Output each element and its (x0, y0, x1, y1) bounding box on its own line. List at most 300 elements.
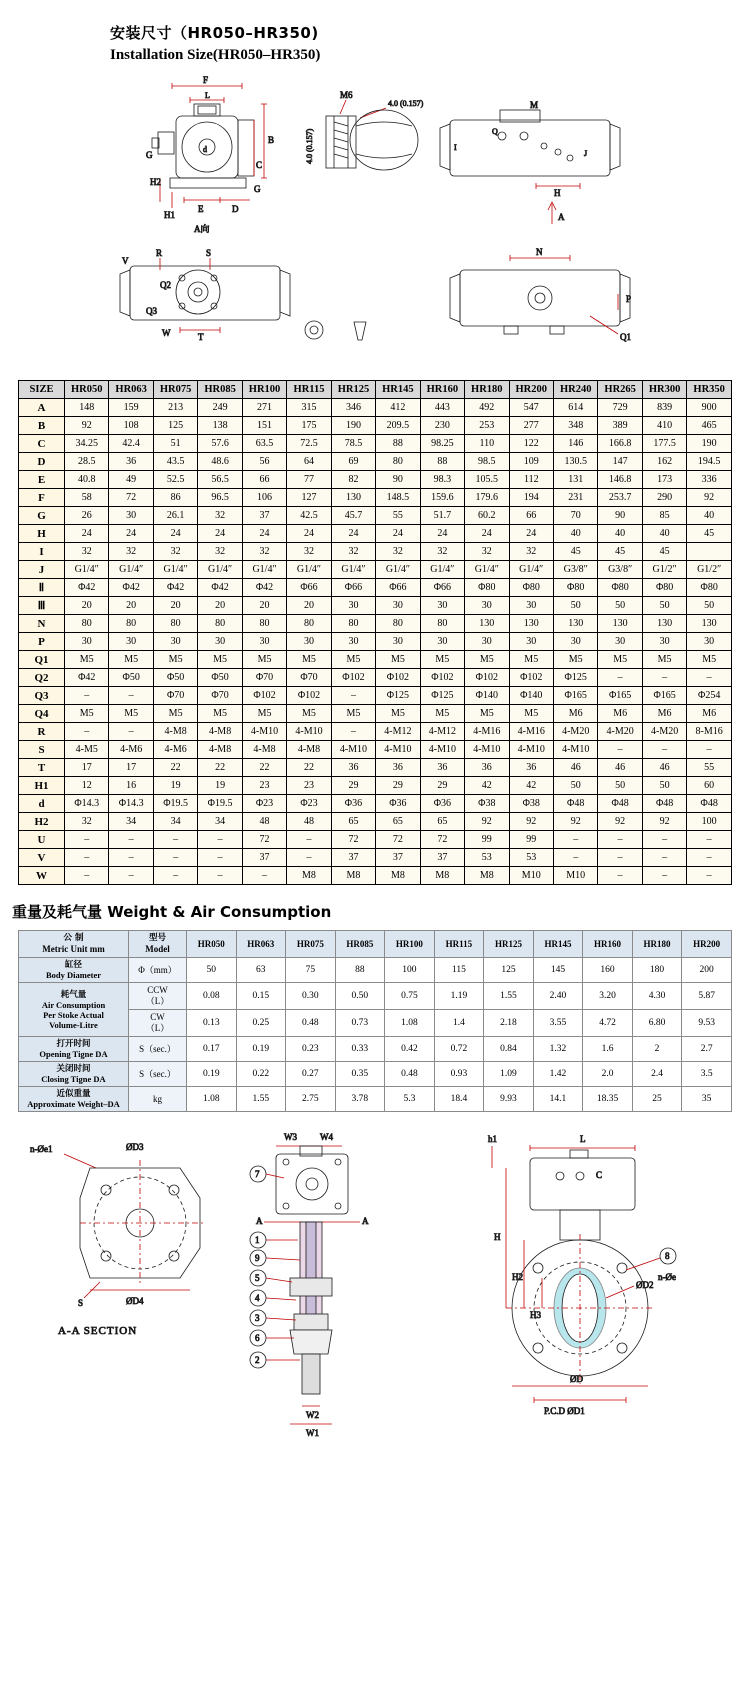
dim-cell: 37 (242, 849, 286, 867)
dim-cell: 30 (420, 597, 464, 615)
dim-cell: – (109, 723, 153, 741)
dim-cell: Φ14.3 (109, 795, 153, 813)
svg-text:C: C (256, 160, 263, 170)
dim-cell: 125 (153, 417, 197, 435)
dim-cell: Φ80 (687, 579, 732, 597)
svg-text:6: 6 (255, 1333, 260, 1343)
dim-col-header: HR265 (598, 381, 642, 399)
dim-cell: 24 (509, 525, 553, 543)
weight-row-label: 关闭时间 Closing Tigne DA (19, 1062, 129, 1087)
svg-text:ØD: ØD (570, 1374, 583, 1384)
dim-cell: M8 (465, 867, 509, 885)
svg-text:M: M (530, 100, 539, 110)
dim-cell: 130 (642, 615, 686, 633)
weight-cell: 0.08 (187, 983, 237, 1010)
dim-cell: 86 (153, 489, 197, 507)
dim-cell: 492 (465, 399, 509, 417)
dim-cell: 20 (287, 597, 331, 615)
dim-cell: 4-M20 (642, 723, 686, 741)
table-row (19, 777, 732, 795)
weight-cell: 125 (484, 958, 534, 983)
dim-cell: – (153, 867, 197, 885)
dim-cell: M8 (376, 867, 420, 885)
weight-cell: 0.30 (286, 983, 336, 1010)
svg-text:W: W (162, 328, 171, 338)
dim-cell: 249 (198, 399, 242, 417)
dim-cell: 37 (242, 507, 286, 525)
table-row (19, 831, 732, 849)
dim-cell: 65 (331, 813, 375, 831)
dim-cell: 30 (109, 507, 153, 525)
dim-row-label: U (19, 831, 65, 849)
table-row (19, 1087, 732, 1112)
svg-text:4: 4 (255, 1293, 260, 1303)
weight-cell: 0.19 (187, 1062, 237, 1087)
dim-cell: 80 (242, 615, 286, 633)
dim-cell: G1/4″ (153, 561, 197, 579)
dim-cell: 30 (598, 633, 642, 651)
dim-cell: 190 (331, 417, 375, 435)
dim-cell: 29 (376, 777, 420, 795)
dim-cell: 4-M10 (376, 741, 420, 759)
dim-cell: 60 (687, 777, 732, 795)
dim-cell: Φ38 (509, 795, 553, 813)
dim-cell: 4-M10 (287, 723, 331, 741)
dim-cell: 271 (242, 399, 286, 417)
dim-cell: 51 (153, 435, 197, 453)
dim-col-header: HR240 (553, 381, 597, 399)
weight-cell: 0.75 (385, 983, 435, 1010)
dim-cell: – (109, 849, 153, 867)
dim-cell: 19 (198, 777, 242, 795)
dim-cell: – (642, 831, 686, 849)
dim-row-label: I (19, 543, 65, 561)
dim-cell: 90 (598, 507, 642, 525)
table-row (19, 543, 732, 561)
dim-cell: 4-M8 (287, 741, 331, 759)
dim-row-label: H (19, 525, 65, 543)
dim-cell: 148 (65, 399, 109, 417)
dim-col-header: HR075 (153, 381, 197, 399)
weight-col-header: HR160 (583, 931, 633, 958)
dim-cell: 36 (331, 759, 375, 777)
dim-row-label: Q1 (19, 651, 65, 669)
dim-cell: 80 (153, 615, 197, 633)
svg-text:Q1: Q1 (620, 332, 631, 342)
dim-cell: 20 (198, 597, 242, 615)
dim-cell: – (198, 867, 242, 885)
dim-cell: 159.6 (420, 489, 464, 507)
dim-cell: Φ38 (465, 795, 509, 813)
dim-cell: 88 (420, 453, 464, 471)
dim-cell: 45.7 (331, 507, 375, 525)
dim-cell: 130 (509, 615, 553, 633)
dim-row-label: J (19, 561, 65, 579)
dim-cell: 110 (465, 435, 509, 453)
dim-cell: 16 (109, 777, 153, 795)
svg-text:H1: H1 (164, 210, 175, 220)
weight-col-header: HR145 (533, 931, 583, 958)
table-row (19, 958, 732, 983)
dim-cell: M6 (642, 705, 686, 723)
weight-cell: 100 (385, 958, 435, 983)
dim-cell: Φ66 (287, 579, 331, 597)
dim-cell: M8 (331, 867, 375, 885)
dim-cell: Φ50 (198, 669, 242, 687)
dim-cell: 24 (109, 525, 153, 543)
dim-cell: 24 (331, 525, 375, 543)
weight-row-unit: kg (129, 1087, 187, 1112)
installation-drawing (0, 70, 750, 380)
weight-col-header: HR180 (632, 931, 682, 958)
dim-cell: 23 (287, 777, 331, 795)
svg-text:L: L (205, 91, 210, 100)
dim-cell: Φ165 (642, 687, 686, 705)
dim-cell: Φ80 (642, 579, 686, 597)
dim-cell: 100 (687, 813, 732, 831)
dim-cell: 85 (642, 507, 686, 525)
dim-cell: 50 (687, 597, 732, 615)
dim-cell: M5 (287, 651, 331, 669)
dim-cell: 29 (331, 777, 375, 795)
dim-row-label: D (19, 453, 65, 471)
dim-cell: Φ70 (242, 669, 286, 687)
weight-col-header: HR100 (385, 931, 435, 958)
dim-row-label: E (19, 471, 65, 489)
dim-cell: Φ70 (287, 669, 331, 687)
svg-text:D: D (232, 204, 239, 214)
dim-row-label: N (19, 615, 65, 633)
dim-cell: 4-M8 (153, 723, 197, 741)
weight-cell: 18.4 (434, 1087, 484, 1112)
dim-cell: – (153, 831, 197, 849)
dim-cell: 32 (109, 543, 153, 561)
dim-cell: 80 (198, 615, 242, 633)
weight-cell: 180 (632, 958, 682, 983)
table-row (19, 453, 732, 471)
weight-table-wrap (0, 930, 750, 1112)
weight-row-unit: CW （L） (129, 1010, 187, 1037)
dim-cell: – (198, 831, 242, 849)
dim-cell: Φ14.3 (65, 795, 109, 813)
dim-cell: – (598, 669, 642, 687)
dim-cell: 12 (65, 777, 109, 795)
weight-cell: 4.72 (583, 1010, 633, 1037)
weight-cell: 160 (583, 958, 633, 983)
dim-cell: 131 (553, 471, 597, 489)
dim-cell: 50 (598, 777, 642, 795)
dim-cell: M10 (553, 867, 597, 885)
dim-cell: Φ140 (465, 687, 509, 705)
svg-text:A向: A向 (194, 224, 210, 234)
dim-cell: M5 (465, 651, 509, 669)
dim-cell: Φ66 (376, 579, 420, 597)
dim-cell: 66 (509, 507, 553, 525)
weight-cell: 1.55 (484, 983, 534, 1010)
weight-cell: 1.4 (434, 1010, 484, 1037)
dim-cell: M5 (242, 651, 286, 669)
weight-cell: 0.22 (236, 1062, 286, 1087)
dim-cell: 32 (465, 543, 509, 561)
weight-section-title: 重量及耗气量 Weight & Air Consumption (12, 903, 332, 921)
dim-cell: 194.5 (687, 453, 732, 471)
dim-cell: 4-M10 (331, 741, 375, 759)
svg-text:R: R (156, 248, 163, 258)
weight-cell: 63 (236, 958, 286, 983)
dim-cell: 213 (153, 399, 197, 417)
dim-cell: 336 (687, 471, 732, 489)
dim-cell: – (331, 687, 375, 705)
dim-row-label: Q4 (19, 705, 65, 723)
dim-cell: – (642, 867, 686, 885)
dim-cell: Φ42 (65, 579, 109, 597)
dim-cell: 80 (420, 615, 464, 633)
dim-cell: – (598, 741, 642, 759)
table-row (19, 687, 732, 705)
dim-cell: 109 (509, 453, 553, 471)
dim-cell: 46 (642, 759, 686, 777)
dim-cell: 32 (65, 543, 109, 561)
weight-cell: 0.48 (286, 1010, 336, 1037)
dim-cell: 65 (376, 813, 420, 831)
dim-cell: 72 (331, 831, 375, 849)
dim-cell: 28.5 (65, 453, 109, 471)
weight-cell: 0.33 (335, 1037, 385, 1062)
dim-cell: 77 (287, 471, 331, 489)
dim-cell: 20 (153, 597, 197, 615)
dim-cell: Φ140 (509, 687, 553, 705)
dim-cell: 19 (153, 777, 197, 795)
weight-cell: 145 (533, 958, 583, 983)
dim-cell: 24 (420, 525, 464, 543)
dim-cell: 36 (465, 759, 509, 777)
dim-cell: G1/4″ (242, 561, 286, 579)
dim-cell: G3/8″ (553, 561, 597, 579)
weight-col-header: HR075 (286, 931, 336, 958)
weight-table (18, 930, 732, 1112)
dim-cell: 99 (465, 831, 509, 849)
dim-cell: G1/2″ (687, 561, 732, 579)
table-row (19, 759, 732, 777)
dim-cell: – (65, 723, 109, 741)
dim-cell: Φ102 (287, 687, 331, 705)
dim-cell: 22 (242, 759, 286, 777)
dim-cell: 614 (553, 399, 597, 417)
dim-cell: M5 (287, 705, 331, 723)
dim-cell: – (331, 723, 375, 741)
dim-cell: 63.5 (242, 435, 286, 453)
dim-cell: Φ70 (153, 687, 197, 705)
dim-cell: 70 (553, 507, 597, 525)
dim-cell: M5 (509, 651, 553, 669)
table-row (19, 597, 732, 615)
svg-text:1: 1 (255, 1235, 260, 1245)
dim-cell: 30 (465, 633, 509, 651)
weight-cell: 0.23 (286, 1037, 336, 1062)
weight-cell: 2.0 (583, 1062, 633, 1087)
dim-cell: – (109, 867, 153, 885)
svg-text:T: T (198, 332, 204, 342)
dim-row-label: Q3 (19, 687, 65, 705)
dim-cell: 40 (598, 525, 642, 543)
dim-cell: 46 (553, 759, 597, 777)
table-row (19, 651, 732, 669)
dim-cell: 42 (509, 777, 553, 795)
svg-text:B: B (268, 135, 275, 145)
dim-cell: 159 (109, 399, 153, 417)
table-row (19, 633, 732, 651)
dim-cell: Φ42 (109, 579, 153, 597)
dim-cell: 108 (109, 417, 153, 435)
dim-cell: Φ102 (465, 669, 509, 687)
weight-col-header: HR085 (335, 931, 385, 958)
weight-cell: 14.1 (533, 1087, 583, 1112)
dim-cell: Φ23 (242, 795, 286, 813)
dim-cell (687, 543, 732, 561)
weight-row-label: 缸径 Body Diameter (19, 958, 129, 983)
dim-cell: Φ50 (109, 669, 153, 687)
weight-cell: 3.20 (583, 983, 633, 1010)
dim-cell: 30 (153, 633, 197, 651)
table-row (19, 741, 732, 759)
dim-row-label: H1 (19, 777, 65, 795)
dim-cell: 4-M6 (153, 741, 197, 759)
dim-cell: Φ36 (376, 795, 420, 813)
dim-cell: 4-M8 (198, 741, 242, 759)
dim-cell: 162 (642, 453, 686, 471)
weight-cell: 35 (682, 1087, 732, 1112)
dim-cell: 50 (553, 597, 597, 615)
dim-cell: Φ254 (687, 687, 732, 705)
dim-cell: 48.6 (198, 453, 242, 471)
table-row (19, 867, 732, 885)
dim-cell: Φ102 (509, 669, 553, 687)
dim-cell: 22 (198, 759, 242, 777)
svg-text:N: N (536, 247, 543, 257)
weight-cell: 3.55 (533, 1010, 583, 1037)
dim-cell: Φ66 (420, 579, 464, 597)
dim-cell: 66 (242, 471, 286, 489)
dim-cell: 64 (287, 453, 331, 471)
dim-cell: 410 (642, 417, 686, 435)
dim-cell: Φ70 (198, 687, 242, 705)
dim-cell: M5 (198, 705, 242, 723)
dim-cell: 36 (109, 453, 153, 471)
dim-cell: 151 (242, 417, 286, 435)
dim-row-label: A (19, 399, 65, 417)
dim-cell: G1/4″ (509, 561, 553, 579)
dim-cell: Φ42 (242, 579, 286, 597)
dim-cell: 130 (553, 615, 597, 633)
dim-cell: 30 (287, 633, 331, 651)
dimension-table (18, 380, 732, 885)
dim-cell: 130 (465, 615, 509, 633)
dim-cell: – (198, 849, 242, 867)
dim-cell: M5 (331, 651, 375, 669)
dim-cell: 80 (287, 615, 331, 633)
dim-cell: Φ36 (420, 795, 464, 813)
dim-cell: 130 (687, 615, 732, 633)
weight-cell: 2.75 (286, 1087, 336, 1112)
weight-cell: 9.93 (484, 1087, 534, 1112)
dim-cell: 23 (242, 777, 286, 795)
dim-cell: 30 (376, 633, 420, 651)
dim-cell: 839 (642, 399, 686, 417)
svg-text:W4: W4 (320, 1132, 333, 1142)
dim-cell: 80 (65, 615, 109, 633)
weight-cell: 0.35 (335, 1062, 385, 1087)
dim-cell: 42.4 (109, 435, 153, 453)
weight-cell: 6.80 (632, 1010, 682, 1037)
weight-cell: 4.30 (632, 983, 682, 1010)
weight-cell: 0.25 (236, 1010, 286, 1037)
dim-cell: 112 (509, 471, 553, 489)
svg-text:ØD2: ØD2 (636, 1280, 654, 1290)
dim-cell: 20 (65, 597, 109, 615)
weight-cell: 0.17 (187, 1037, 237, 1062)
dim-cell: 30 (242, 633, 286, 651)
table-row (19, 849, 732, 867)
dim-cell: 190 (687, 435, 732, 453)
dim-cell: 277 (509, 417, 553, 435)
dim-cell: 72 (420, 831, 464, 849)
weight-cell: 1.08 (385, 1010, 435, 1037)
dim-row-label: Ⅲ (19, 597, 65, 615)
dim-col-header: HR100 (242, 381, 286, 399)
svg-text:h1: h1 (488, 1134, 497, 1144)
page-title (0, 0, 750, 70)
dim-row-label: Q2 (19, 669, 65, 687)
dim-row-label: S (19, 741, 65, 759)
weight-row-label: 耗气量 Air Consumption Per Stoke Actual Volume-Litre (19, 983, 129, 1037)
dim-cell: 30 (509, 633, 553, 651)
weight-cell: 2.4 (632, 1062, 682, 1087)
dim-cell: M5 (598, 651, 642, 669)
dim-cell: 30 (376, 597, 420, 615)
dim-cell: 34.25 (65, 435, 109, 453)
dim-cell: 34 (109, 813, 153, 831)
weight-cell: 0.42 (385, 1037, 435, 1062)
dim-cell: M6 (553, 705, 597, 723)
dim-cell: G1/4″ (109, 561, 153, 579)
dim-cell: M6 (598, 705, 642, 723)
table-row (19, 1062, 732, 1087)
dim-cell: – (153, 849, 197, 867)
dim-cell: G1/4″ (376, 561, 420, 579)
dim-cell: 147 (598, 453, 642, 471)
dim-cell: G3/8″ (598, 561, 642, 579)
weight-col-header: HR050 (187, 931, 237, 958)
svg-text:n-Øe1: n-Øe1 (30, 1144, 53, 1154)
table-row (19, 705, 732, 723)
svg-text:A-A SECTION: A-A SECTION (58, 1325, 138, 1337)
dim-row-label: C (19, 435, 65, 453)
dim-cell: 465 (687, 417, 732, 435)
dim-cell: 8-M16 (687, 723, 732, 741)
weight-cell: 50 (187, 958, 237, 983)
weight-cell: 0.15 (236, 983, 286, 1010)
dim-cell: 92 (465, 813, 509, 831)
dim-row-label: W (19, 867, 65, 885)
dim-cell: 45 (642, 543, 686, 561)
svg-text:4.0 (0.157): 4.0 (0.157) (388, 99, 424, 108)
dim-cell: 49 (109, 471, 153, 489)
dim-cell: 30 (65, 633, 109, 651)
dim-cell: – (109, 687, 153, 705)
dim-cell: Φ102 (331, 669, 375, 687)
valve-assembly-drawing (0, 1118, 750, 1448)
dim-col-header: HR085 (198, 381, 242, 399)
